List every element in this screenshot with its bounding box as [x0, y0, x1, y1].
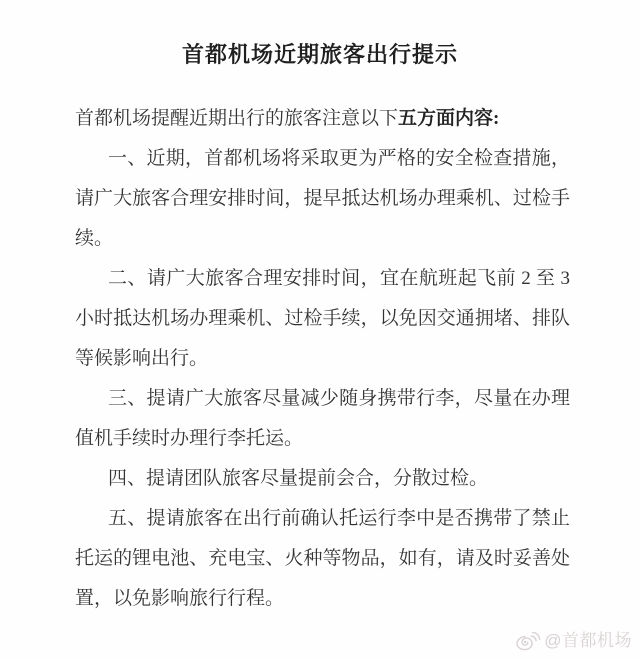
- intro-paragraph: [75, 99, 570, 139]
- notice-paragraph-5: 五、提请旅客在出行前确认托运行李中是否携带了禁止托运的锂电池、充电宝、火种等物品，如有，请及时妥善处置，以免影响旅行行程。: [75, 508, 570, 609]
- intro-text: 首都机场提醒近期出行的旅客注意以下: [75, 108, 399, 129]
- notice-paragraph-3: 三、提请广大旅客尽量减少随身携带行李，尽量在办理值机手续时办理行李托运。: [75, 388, 570, 449]
- weibo-icon: [514, 629, 541, 653]
- document-title: 首都机场近期旅客出行提示: [181, 42, 458, 67]
- notice-paragraph-4: 四、提请团队旅客尽量提前会合，分散过检。: [108, 468, 489, 489]
- notice-paragraph-2: 二、请广大旅客合理安排时间，宜在航班起飞前 2 至 3 小时抵达机场办理乘机、过检手续，以免因交通拥堵、排队等候影响出行。: [75, 268, 570, 369]
- notice-paragraph-1: 一、近期，首都机场将采取更为严格的安全检查措施，请广大旅客合理安排时间，提早抵达机场办理乘机、过检手续。: [75, 148, 570, 249]
- watermark-label: @首都机场: [544, 631, 632, 650]
- intro-text-bold: 五方面内容:: [398, 108, 500, 129]
- document-body: [75, 99, 570, 619]
- watermark: [514, 629, 632, 653]
